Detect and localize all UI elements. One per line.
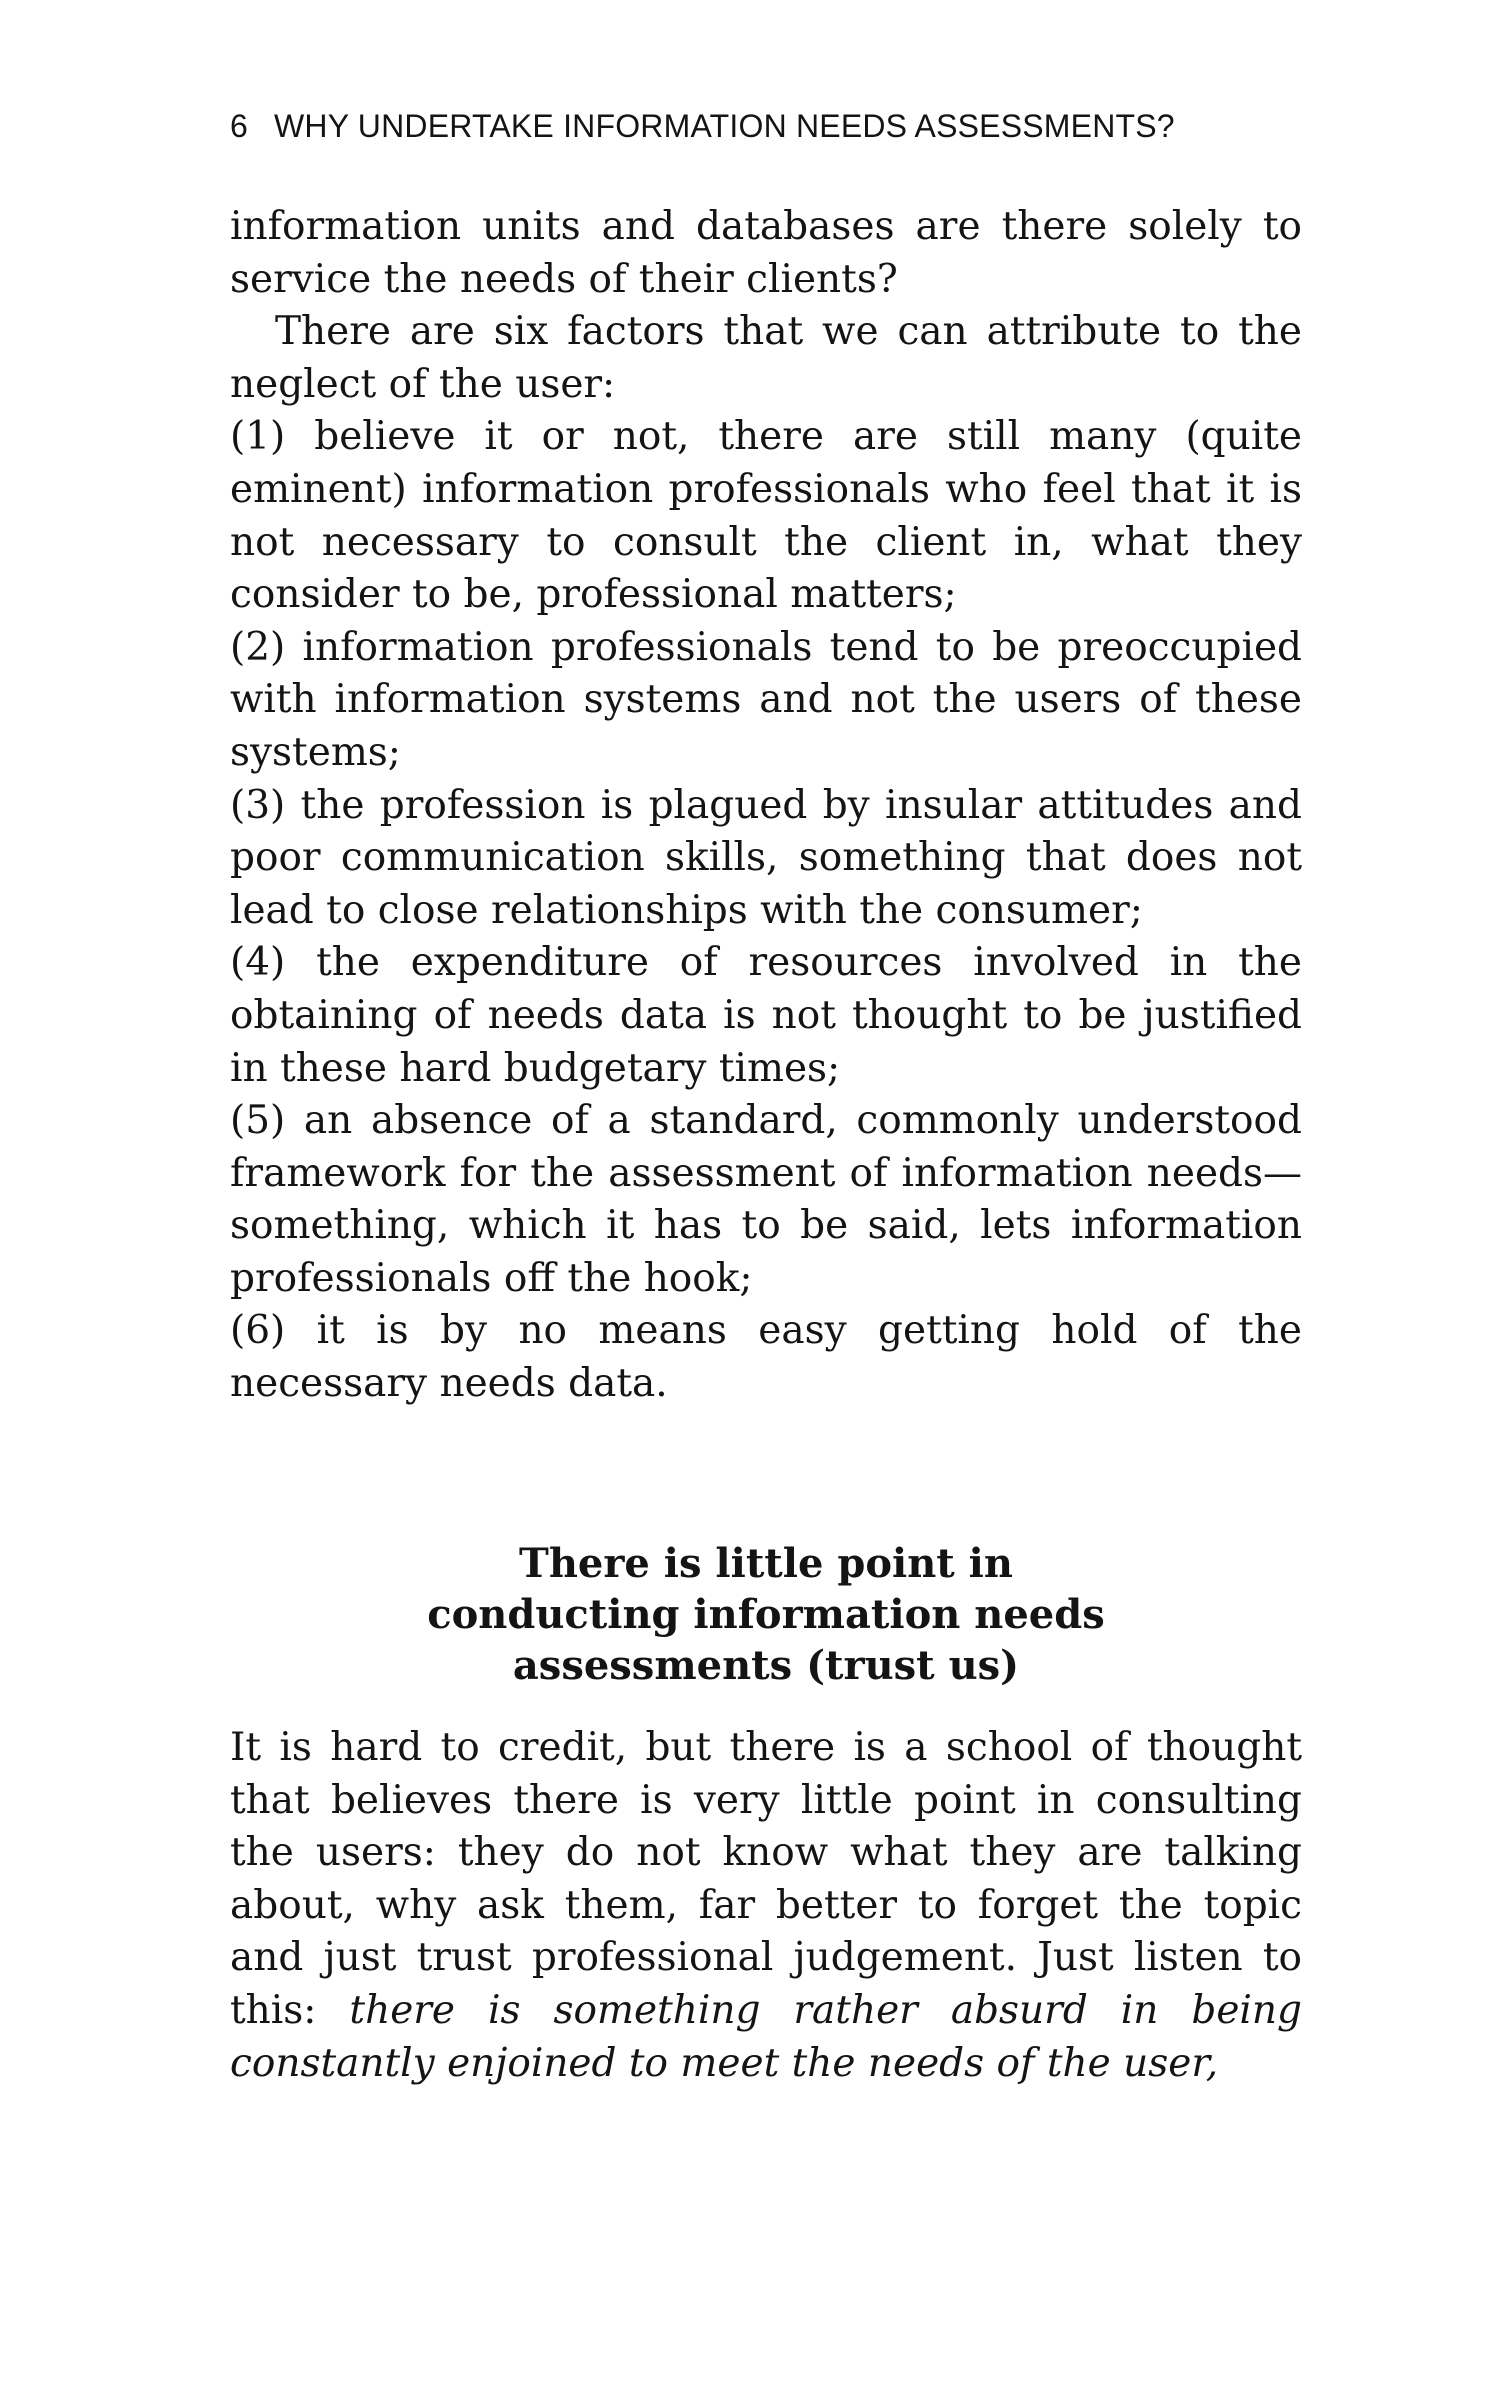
- section-paragraph-text: It is hard to credit, but there is a school of thought that believes there is very little point in consulting the users: they do not know what they are talking about, why ask them, far better to forget the topic and just trust professional judgement. Just listen to this:: [230, 1725, 1302, 2033]
- factor-item: (3) the profession is plagued by insular attitudes and poor communication skills, something that does not lead to close relationships with the consumer;: [230, 782, 1302, 933]
- running-header: [230, 108, 1175, 145]
- section-paragraph: [230, 1722, 1302, 2090]
- running-title: WHY UNDERTAKE INFORMATION NEEDS ASSESSMENTS?: [274, 108, 1175, 144]
- factor-item: (4) the expenditure of resources involved in the obtaining of needs data is not thought to be justified in these hard budgetary times;: [230, 940, 1302, 1091]
- main-text-block: [230, 201, 1302, 1411]
- factors-lead-paragraph: There are six factors that we can attribute to the neglect of the user:: [230, 309, 1302, 407]
- factor-item: (2) information professionals tend to be preoccupied with information systems and not the users of these systems;: [230, 624, 1302, 775]
- factor-item: (6) it is by no means easy getting hold of the necessary needs data.: [230, 1308, 1302, 1407]
- factor-item: (5) an absence of a standard, commonly understood framework for the assessment of information needs—something, which it has to be said, lets information professionals off the hook;: [230, 1098, 1302, 1301]
- section-text-block: [230, 1722, 1302, 2090]
- factor-item: (1) believe it or not, there are still many (quite eminent) information professionals who feel that it is not necessary to consult the client in, what they consider to be, professional matters;: [230, 414, 1302, 618]
- intro-paragraph: information units and databases are there solely to service the needs of their clients?: [230, 204, 1302, 302]
- page-number: 6: [230, 108, 248, 144]
- italic-quote: there is something rather absurd in being constantly enjoined to meet the needs of the user,: [230, 1987, 1302, 2086]
- section-heading-line: conducting information needs: [427, 1591, 1105, 1638]
- section-heading-line: assessments (trust us): [512, 1642, 1020, 1689]
- section-heading-line: There is little point in: [519, 1540, 1013, 1587]
- section-heading: [230, 1538, 1302, 1691]
